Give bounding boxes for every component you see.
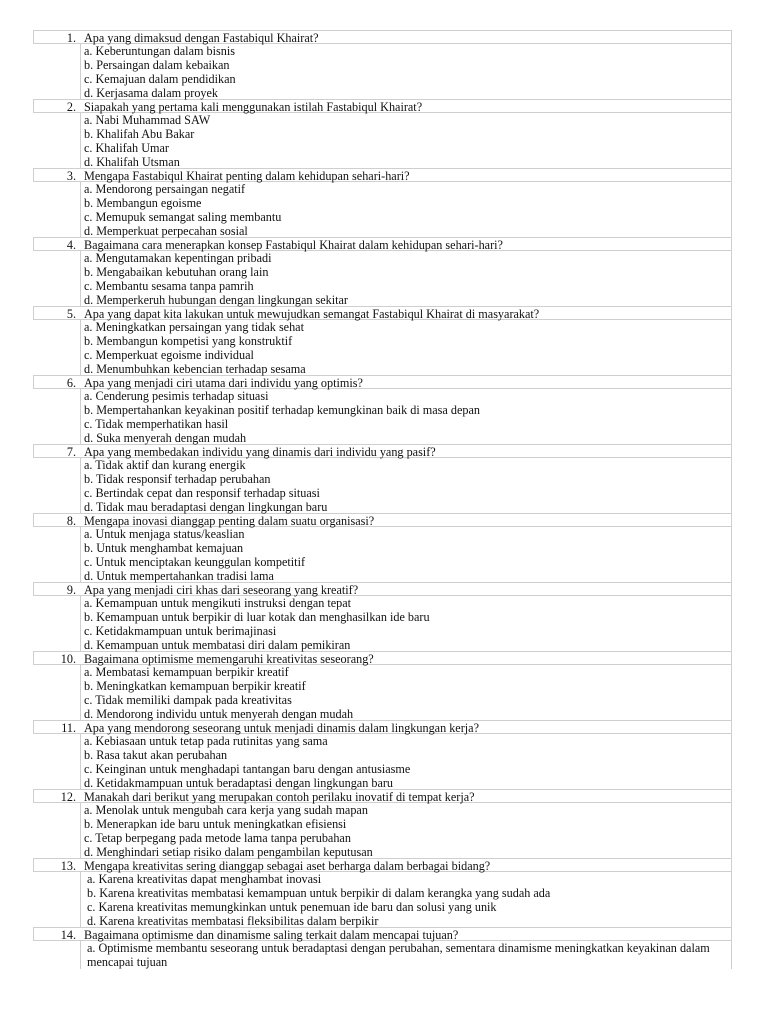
answer-option: b. Menerapkan ide baru untuk meningkatkan efisiensi [84, 817, 347, 831]
question-row [33, 651, 732, 665]
question-block [33, 444, 732, 514]
answer-option: b. Mengabaikan kebutuhan orang lain [84, 265, 269, 279]
answer-option: a. Meningkatkan persaingan yang tidak sehat [84, 320, 304, 334]
question-row [33, 513, 732, 527]
question-number: 14. [60, 928, 76, 942]
answer-option: a. Kemampuan untuk mengikuti instruksi dengan tepat [84, 596, 352, 610]
option-list [80, 182, 732, 238]
option-list [80, 734, 732, 790]
answer-option: c. Tidak memiliki dampak pada kreativitas [84, 693, 292, 707]
question-block [33, 858, 732, 928]
question-text: Bagaimana optimisme dan dinamisme saling terkait dalam mencapai tujuan? [84, 928, 459, 942]
answer-option: b. Untuk menghambat kemajuan [84, 541, 244, 555]
answer-option: a. Kebiasaan untuk tetap pada rutinitas yang sama [84, 734, 328, 748]
question-number: 6. [66, 376, 76, 390]
question-text: Apa yang menjadi ciri utama dari individu yang optimis? [84, 376, 363, 390]
answer-option: a. Keberuntungan dalam bisnis [84, 44, 235, 58]
question-number: 2. [66, 100, 76, 114]
question-block [33, 927, 732, 969]
answer-option: c. Membantu sesama tanpa pamrih [84, 279, 254, 293]
question-number: 4. [66, 238, 76, 252]
answer-option: d. Untuk mempertahankan tradisi lama [84, 569, 274, 583]
answer-option: b. Rasa takut akan perubahan [84, 748, 228, 762]
question-block [33, 237, 732, 307]
answer-option: b. Tidak responsif terhadap perubahan [84, 472, 271, 486]
question-number: 10. [60, 652, 76, 666]
question-number: 9. [66, 583, 76, 597]
option-list [80, 527, 732, 583]
answer-option: c. Keinginan untuk menghadapi tantangan baru dengan antusiasme [84, 762, 411, 776]
question-row [33, 789, 732, 803]
answer-option: d. Kerjasama dalam proyek [84, 86, 219, 100]
answer-option: d. Memperkuat perpecahan sosial [84, 224, 248, 238]
question-text: Manakah dari berikut yang merupakan contoh perilaku inovatif di tempat kerja? [84, 790, 475, 804]
option-list [80, 941, 732, 969]
option-list [80, 803, 732, 859]
question-text: Apa yang mendorong seseorang untuk menjadi dinamis dalam lingkungan kerja? [84, 721, 479, 735]
answer-option: b. Meningkatkan kemampuan berpikir kreatif [84, 679, 306, 693]
question-row [33, 927, 732, 941]
answer-option: b. Karena kreativitas membatasi kemampuan untuk berpikir di dalam kerangka yang sudah ada [87, 886, 551, 900]
answer-option: b. Membangun kompetisi yang konstruktif [84, 334, 293, 348]
question-row [33, 582, 732, 596]
question-text: Mengapa inovasi dianggap penting dalam suatu organisasi? [84, 514, 375, 528]
question-number: 7. [66, 445, 76, 459]
question-text: Apa yang dapat kita lakukan untuk mewujudkan semangat Fastabiqul Khairat di masyarakat? [84, 307, 540, 321]
question-text: Siapakah yang pertama kali menggunakan istilah Fastabiqul Khairat? [84, 100, 423, 114]
question-row [33, 375, 732, 389]
question-block [33, 30, 732, 100]
question-block [33, 513, 732, 583]
question-text: Apa yang membedakan individu yang dinamis dari individu yang pasif? [84, 445, 436, 459]
question-row [33, 444, 732, 458]
answer-option: d. Suka menyerah dengan mudah [84, 431, 247, 445]
answer-option: d. Menghindari setiap risiko dalam pengambilan keputusan [84, 845, 373, 859]
option-list [80, 596, 732, 652]
answer-option: c. Ketidakmampuan untuk berimajinasi [84, 624, 277, 638]
question-block [33, 168, 732, 238]
option-list [80, 389, 732, 445]
answer-option: d. Tidak mau beradaptasi dengan lingkungan baru [84, 500, 328, 514]
answer-option: c. Untuk menciptakan keunggulan kompetitif [84, 555, 306, 569]
answer-option: d. Mendorong individu untuk menyerah dengan mudah [84, 707, 354, 721]
answer-option: d. Ketidakmampuan untuk beradaptasi dengan lingkungan baru [84, 776, 394, 790]
answer-option: a. Mengutamakan kepentingan pribadi [84, 251, 272, 265]
question-number: 3. [66, 169, 76, 183]
question-block [33, 651, 732, 721]
answer-option: a. Cenderung pesimis terhadap situasi [84, 389, 269, 403]
answer-option: c. Kemajuan dalam pendidikan [84, 72, 236, 86]
answer-option: a. Optimisme membantu seseorang untuk beradaptasi dengan perubahan, sementara dinamisme meningkatkan keyakinan dalam mencapai tujuan [87, 941, 710, 969]
option-list [80, 113, 732, 169]
answer-option: a. Tidak aktif dan kurang energik [84, 458, 246, 472]
answer-option: d. Karena kreativitas membatasi fleksibilitas dalam berpikir [87, 914, 379, 928]
question-block [33, 99, 732, 169]
answer-option: a. Mendorong persaingan negatif [84, 182, 246, 196]
question-number: 8. [66, 514, 76, 528]
answer-option: c. Karena kreativitas memungkinkan untuk penemuan ide baru dan solusi yang unik [87, 900, 497, 914]
answer-option: c. Memupuk semangat saling membantu [84, 210, 282, 224]
question-text: Bagaimana cara menerapkan konsep Fastabiqul Khairat dalam kehidupan sehari-hari? [84, 238, 503, 252]
answer-option: b. Mempertahankan keyakinan positif terhadap kemungkinan baik di masa depan [84, 403, 480, 417]
answer-option: b. Persaingan dalam kebaikan [84, 58, 230, 72]
question-row [33, 306, 732, 320]
question-number: 12. [60, 790, 76, 804]
question-block [33, 375, 732, 445]
answer-option: d. Khalifah Utsman [84, 155, 180, 169]
answer-option: b. Khalifah Abu Bakar [84, 127, 195, 141]
question-number: 11. [61, 721, 76, 735]
question-block [33, 789, 732, 859]
answer-option: c. Memperkuat egoisme individual [84, 348, 254, 362]
question-text: Bagaimana optimisme memengaruhi kreativitas seseorang? [84, 652, 374, 666]
question-block [33, 582, 732, 652]
question-row [33, 720, 732, 734]
option-list [80, 320, 732, 376]
question-row [33, 237, 732, 251]
question-block [33, 720, 732, 790]
answer-option: c. Tetap berpegang pada metode lama tanpa perubahan [84, 831, 351, 845]
answer-option: a. Menolak untuk mengubah cara kerja yang sudah mapan [84, 803, 368, 817]
question-number: 5. [66, 307, 76, 321]
answer-option: a. Nabi Muhammad SAW [84, 113, 211, 127]
answer-option: c. Bertindak cepat dan responsif terhadap situasi [84, 486, 320, 500]
question-sheet [33, 31, 732, 969]
answer-option: c. Tidak memperhatikan hasil [84, 417, 229, 431]
question-row [33, 858, 732, 872]
question-text: Apa yang dimaksud dengan Fastabiqul Khairat? [84, 31, 319, 45]
answer-option: a. Membatasi kemampuan berpikir kreatif [84, 665, 289, 679]
answer-option: b. Membangun egoisme [84, 196, 202, 210]
question-row [33, 168, 732, 182]
option-list [80, 665, 732, 721]
question-row [33, 30, 732, 44]
answer-option: d. Kemampuan untuk membatasi diri dalam pemikiran [84, 638, 351, 652]
question-text: Apa yang menjadi ciri khas dari seseorang yang kreatif? [84, 583, 359, 597]
answer-option: c. Khalifah Umar [84, 141, 169, 155]
option-list [80, 458, 732, 514]
answer-option: d. Memperkeruh hubungan dengan lingkungan sekitar [84, 293, 348, 307]
question-text: Mengapa kreativitas sering dianggap sebagai aset berharga dalam berbagai bidang? [84, 859, 491, 873]
question-block [33, 306, 732, 376]
question-row [33, 99, 732, 113]
question-number: 1. [66, 31, 76, 45]
answer-option: d. Menumbuhkan kebencian terhadap sesama [84, 362, 306, 376]
answer-option: a. Untuk menjaga status/keaslian [84, 527, 245, 541]
option-list [80, 872, 732, 928]
option-list [80, 44, 732, 100]
question-number: 13. [60, 859, 76, 873]
answer-option: b. Kemampuan untuk berpikir di luar kotak dan menghasilkan ide baru [84, 610, 430, 624]
option-list [80, 251, 732, 307]
answer-option: a. Karena kreativitas dapat menghambat inovasi [87, 872, 322, 886]
question-text: Mengapa Fastabiqul Khairat penting dalam kehidupan sehari-hari? [84, 169, 410, 183]
